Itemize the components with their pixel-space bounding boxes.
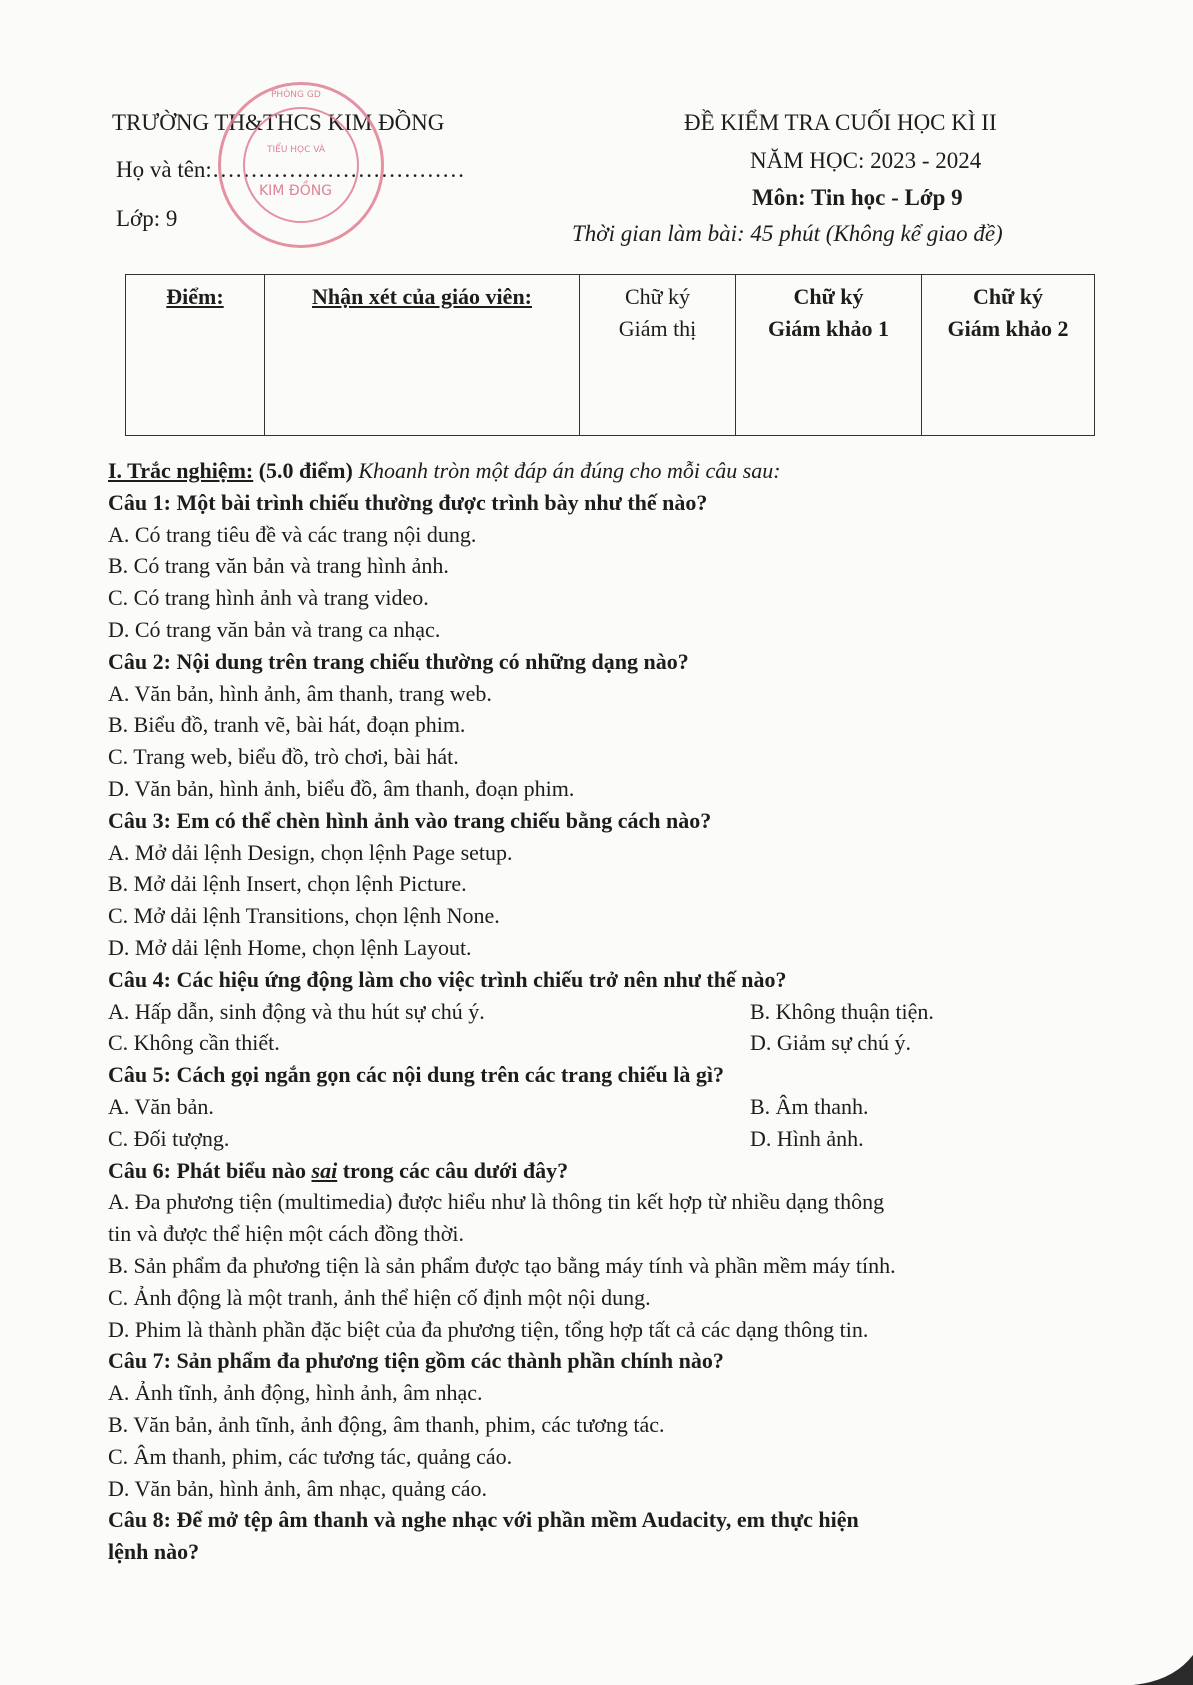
examiner1-signature-cell (736, 275, 922, 436)
q6-option-c[interactable]: C. Ảnh động là một tranh, ảnh thể hiện cố định một nội dung. (108, 1284, 651, 1310)
q6-option-b[interactable]: B. Sản phẩm đa phương tiện là sản phẩm được tạo bằng máy tính và phần mềm máy tính. (108, 1252, 896, 1278)
question-6 (108, 1155, 1108, 1187)
q7-option-c[interactable]: C. Âm thanh, phim, các tương tác, quảng cáo. (108, 1443, 513, 1469)
examiner1-sig-line2: Giám khảo 1 (767, 316, 890, 341)
section-title (108, 455, 1108, 487)
question-8-line1: Câu 8: Để mở tệp âm thanh và nghe nhạc với phần mềm Audacity, em thực hiện (108, 1507, 859, 1533)
q1-option-d[interactable]: D. Có trang văn bản và trang ca nhạc. (108, 616, 441, 642)
q3-option-a[interactable]: A. Mở dải lệnh Design, chọn lệnh Page setup. (108, 839, 513, 865)
examiner2-sig-line2: Giám khảo 2 (947, 316, 1069, 341)
page-curl-icon (1133, 1655, 1193, 1685)
school-name: TRƯỜNG TH&THCS KIM ĐỒNG (112, 110, 445, 135)
question-4: Câu 4: Các hiệu ứng động làm cho việc trình chiếu trở nên như thế nào? (108, 966, 787, 992)
proctor-sig-line2: Giám thị (618, 316, 697, 341)
q2-option-a[interactable]: A. Văn bản, hình ảnh, âm thanh, trang web. (108, 680, 492, 706)
stamp-top-text: PHÒNG GD (271, 90, 321, 100)
proctor-sig-line1: Chữ ký (624, 284, 691, 309)
stamp-middle-text: TIỂU HỌC VÀ (267, 145, 326, 155)
name-label: Họ và tên: (116, 157, 212, 182)
question-5: Câu 5: Cách gọi ngắn gọn các nội dung trên các trang chiếu là gì? (108, 1062, 725, 1088)
q7-option-b[interactable]: B. Văn bản, ảnh tĩnh, ảnh động, âm thanh, phim, các tương tác. (108, 1411, 665, 1437)
q3-option-c[interactable]: C. Mở dải lệnh Transitions, chọn lệnh None. (108, 903, 500, 929)
q5-option-a[interactable]: A. Văn bản. (108, 1093, 214, 1119)
question-8-line2: lệnh nào? (108, 1539, 200, 1565)
question-1: Câu 1: Một bài trình chiếu thường được trình bày như thế nào? (108, 489, 708, 515)
school-stamp (218, 82, 384, 248)
examiner2-signature-cell (922, 275, 1095, 436)
score-label: Điểm: (166, 284, 224, 309)
question-7: Câu 7: Sản phẩm đa phương tiện gồm các thành phần chính nào? (108, 1348, 724, 1374)
question-3: Câu 3: Em có thể chèn hình ảnh vào trang chiếu bằng cách nào? (108, 807, 712, 833)
section-instruction: Khoanh tròn một đáp án đúng cho mỗi câu sau: (358, 458, 781, 483)
q7-option-a[interactable]: A. Ảnh tĩnh, ảnh động, hình ảnh, âm nhạc. (108, 1380, 483, 1406)
stamp-bottom-text: KIM ĐỒNG (259, 183, 333, 199)
q2-option-d[interactable]: D. Văn bản, hình ảnh, biểu đồ, âm thanh, đoạn phim. (108, 775, 575, 801)
q4-row-2 (108, 1027, 1108, 1059)
q1-option-b[interactable]: B. Có trang văn bản và trang hình ảnh. (108, 553, 449, 579)
section-name: I. Trắc nghiệm: (108, 458, 254, 483)
class-label: Lớp: 9 (116, 206, 178, 231)
exam-title: ĐỀ KIỂM TRA CUỐI HỌC KÌ II (684, 110, 997, 135)
q6-text-after: trong các câu dưới đây? (342, 1157, 569, 1183)
exam-content (108, 455, 1108, 1568)
subject: Môn: Tin học - Lớp 9 (752, 185, 963, 210)
q6-emphasis: sai (311, 1157, 338, 1183)
q4-option-c[interactable]: C. Không cần thiết. (108, 1030, 280, 1056)
q4-option-b[interactable]: B. Không thuận tiện. (750, 998, 934, 1024)
question-2: Câu 2: Nội dung trên trang chiếu thường có những dạng nào? (108, 648, 689, 674)
q5-option-b[interactable]: B. Âm thanh. (750, 1093, 869, 1119)
q3-option-d[interactable]: D. Mở dải lệnh Home, chọn lệnh Layout. (108, 934, 472, 960)
q5-option-d[interactable]: D. Hình ảnh. (750, 1125, 864, 1151)
q2-option-b[interactable]: B. Biểu đồ, tranh vẽ, bài hát, đoạn phim. (108, 712, 466, 738)
examiner2-sig-line1: Chữ ký (972, 284, 1044, 309)
q2-option-c[interactable]: C. Trang web, biểu đồ, trò chơi, bài hát. (108, 744, 459, 770)
section-points: (5.0 điểm) (258, 458, 353, 483)
proctor-signature-cell (580, 275, 736, 436)
school-year: NĂM HỌC: 2023 - 2024 (750, 148, 982, 173)
q7-option-d[interactable]: D. Văn bản, hình ảnh, âm nhạc, quảng cáo. (108, 1475, 487, 1501)
stamp-inner-ring (243, 107, 359, 223)
q3-option-b[interactable]: B. Mở dải lệnh Insert, chọn lệnh Picture. (108, 871, 467, 897)
q5-row-2 (108, 1123, 1108, 1155)
q5-option-c[interactable]: C. Đối tượng. (108, 1125, 230, 1151)
q4-option-d[interactable]: D. Giảm sự chú ý. (750, 1030, 912, 1056)
name-dots: …………………………… (211, 157, 465, 182)
comment-label: Nhận xét của giáo viên: (312, 284, 532, 309)
exam-time: Thời gian làm bài: 45 phút (Không kể giao đề) (572, 221, 1003, 246)
score-cell (126, 275, 265, 436)
q4-row-1 (108, 996, 1108, 1028)
score-table (125, 274, 1095, 436)
q6-option-d[interactable]: D. Phim là thành phần đặc biệt của đa phương tiện, tổng hợp tất cả các dạng thông tin. (108, 1316, 869, 1342)
q6-option-a-line1[interactable]: A. Đa phương tiện (multimedia) được hiểu như là thông tin kết hợp từ nhiều dạng thông (108, 1189, 885, 1215)
q5-row-1 (108, 1091, 1108, 1123)
q6-text-before: Câu 6: Phát biểu nào (108, 1157, 307, 1183)
q4-option-a[interactable]: A. Hấp dẫn, sinh động và thu hút sự chú ý. (108, 998, 485, 1024)
q1-option-c[interactable]: C. Có trang hình ảnh và trang video. (108, 585, 429, 611)
q6-option-a-line2[interactable]: tin và được thể hiện một cách đồng thời. (108, 1221, 464, 1247)
comment-cell (265, 275, 580, 436)
q1-option-a[interactable]: A. Có trang tiêu đề và các trang nội dung. (108, 521, 477, 547)
examiner1-sig-line1: Chữ ký (793, 284, 864, 309)
